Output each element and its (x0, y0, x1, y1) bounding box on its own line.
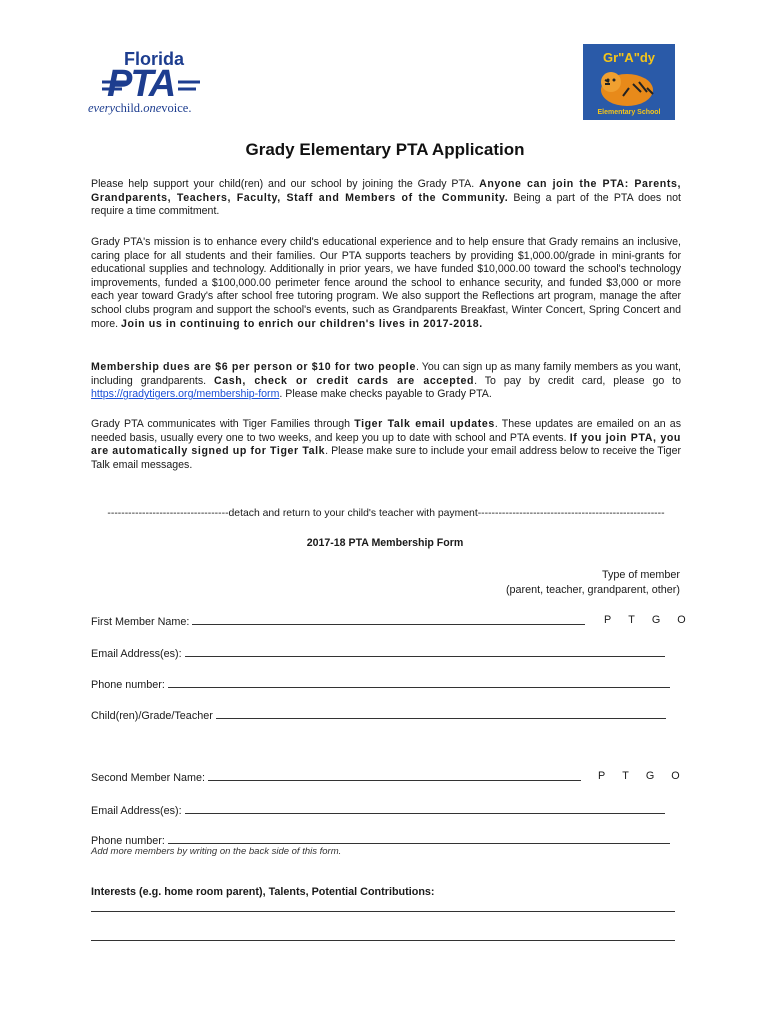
dues-text-d: . To pay by credit card, please go to (474, 374, 681, 387)
second-member-phone-line[interactable] (168, 833, 670, 844)
interests-label: Interests (e.g. home room parent), Talents, Potential Contributions: (91, 886, 435, 898)
type-option-t[interactable]: T (622, 770, 629, 782)
school-logo-name: Gr"A"dy (602, 50, 656, 65)
tiger-talk-text-c: . These updates are emailed on an as needed basis, usually every one to two weeks, and keep you up to date with school and PTA events. (91, 418, 681, 444)
dues-text-b: . You can sign up as many family members as you want, including grandparents. (91, 361, 681, 387)
type-option-p[interactable]: P (598, 770, 606, 782)
second-member-name-label: Second Member Name: (91, 772, 206, 784)
second-member-type-options[interactable] (598, 770, 680, 782)
dues-text-e: . Please make checks payable to Grady PTA. (279, 388, 492, 401)
children-grade-teacher-field[interactable] (91, 708, 666, 722)
tiger-talk-text-e: . Please make sure to include your email address below to receive the Tiger Talk email messages. (91, 445, 681, 471)
interests-line-2[interactable] (91, 940, 675, 941)
children-grade-teacher-line[interactable] (216, 708, 666, 719)
mission-text-bold: Join us in continuing to enrich our children's lives in 2017-2018. (121, 317, 483, 330)
type-option-g[interactable]: G (651, 614, 661, 626)
intro-text-c: Being a part of the PTA does not require a time commitment. (91, 191, 681, 218)
intro-text-a: Please help support your child(ren) and our school by joining the Grady PTA. (91, 178, 480, 190)
intro-paragraph (91, 178, 681, 219)
first-member-email-field[interactable] (91, 646, 665, 660)
first-member-phone-line[interactable] (168, 677, 670, 688)
grady-school-logo (583, 44, 675, 120)
auto-signup-bold: If you join PTA, you are automatically signed up for Tiger Talk (91, 431, 681, 458)
second-member-phone-label: Phone number: (91, 835, 165, 847)
page-title: Grady Elementary PTA Application (245, 140, 525, 159)
tiger-talk-bold: Tiger Talk email updates (354, 418, 495, 430)
member-type-header (506, 568, 680, 597)
dues-paragraph (91, 361, 681, 402)
type-option-o[interactable]: O (677, 614, 686, 626)
type-option-o[interactable]: O (671, 770, 680, 782)
pta-logo-mark: PTA (107, 63, 175, 105)
first-member-phone-label: Phone number: (91, 679, 165, 691)
dues-text-bold: Membership dues are $6 per person or $10 for two people (91, 361, 416, 373)
member-type-options: (parent, teacher, grandparent, other) (505, 583, 680, 596)
type-option-t[interactable]: T (628, 614, 635, 626)
first-member-email-label: Email Address(es): (91, 648, 182, 660)
children-grade-teacher-label: Child(ren)/Grade/Teacher (91, 710, 213, 722)
first-member-email-line[interactable] (185, 646, 665, 657)
detach-line: -----------------------------------detach and return to your child's teacher with payment------------------------------------------------------ (107, 508, 665, 519)
pta-logo-tagline-voice: voice. (161, 101, 192, 115)
add-members-note: Add more members by writing on the back side of this form. (91, 846, 342, 857)
pta-logo-tagline-child: child. (115, 101, 144, 115)
first-member-name-label: First Member Name: (91, 616, 190, 628)
school-logo-sub: Elementary School (597, 109, 661, 116)
mission-text: Grady PTA's mission is to enhance every child's educational experience and to help ensure that Grady remains an inclusive, caring place for all students and their families. Our PTA supports teachers by providing $1,000.00/grade in mini-grants for educational supplies and technology. Additionally in prior years, we have funded $10,000.00 toward the school's technology improvements, funded a $100,000.00 perimeter fence around the school to enhance security, and funded $3,000 or more each year toward Grady's after school free tutoring program. We also support the Reflections art program, manage the after school clubs program and support the school's events, such as Grandparents Breakfast, Winter Concert, Spring Concert and more. (91, 236, 681, 330)
first-member-type-options[interactable] (604, 614, 686, 626)
mission-paragraph (91, 236, 681, 331)
form-title: 2017-18 PTA Membership Form (306, 537, 464, 549)
pta-logo-florida: Florida (124, 49, 185, 69)
tiger-talk-paragraph (91, 418, 681, 472)
second-member-name-field[interactable] (91, 770, 581, 784)
tiger-talk-text-a: Grady PTA communicates with Tiger Families through (91, 418, 355, 430)
first-member-phone-field[interactable] (91, 677, 670, 691)
membership-form-link[interactable]: https://gradytigers.org/membership-form (91, 388, 280, 401)
pta-logo-tagline-every: every (88, 101, 116, 115)
pta-logo-tagline-one: one (143, 101, 162, 115)
second-member-email-line[interactable] (185, 803, 665, 814)
intro-text-bold: Anyone can join the PTA: Parents, Grandparents, Teachers, Faculty, Staff and Members of the Community. (91, 178, 681, 204)
florida-pta-logo (88, 46, 218, 124)
member-type-label: Type of member (601, 569, 680, 581)
interests-line-1[interactable] (91, 911, 675, 912)
svg-text:everychild.onevoice. (88, 101, 191, 115)
type-option-p[interactable]: P (604, 614, 612, 626)
second-member-name-line[interactable] (208, 770, 581, 781)
first-member-name-line[interactable] (192, 614, 585, 625)
second-member-phone-field[interactable] (91, 833, 670, 847)
payment-methods-bold: Cash, check or credit cards are accepted (214, 374, 475, 387)
second-member-email-field[interactable] (91, 803, 665, 817)
first-member-name-field[interactable] (91, 614, 585, 628)
second-member-email-label: Email Address(es): (91, 805, 182, 817)
type-option-g[interactable]: G (645, 770, 655, 782)
